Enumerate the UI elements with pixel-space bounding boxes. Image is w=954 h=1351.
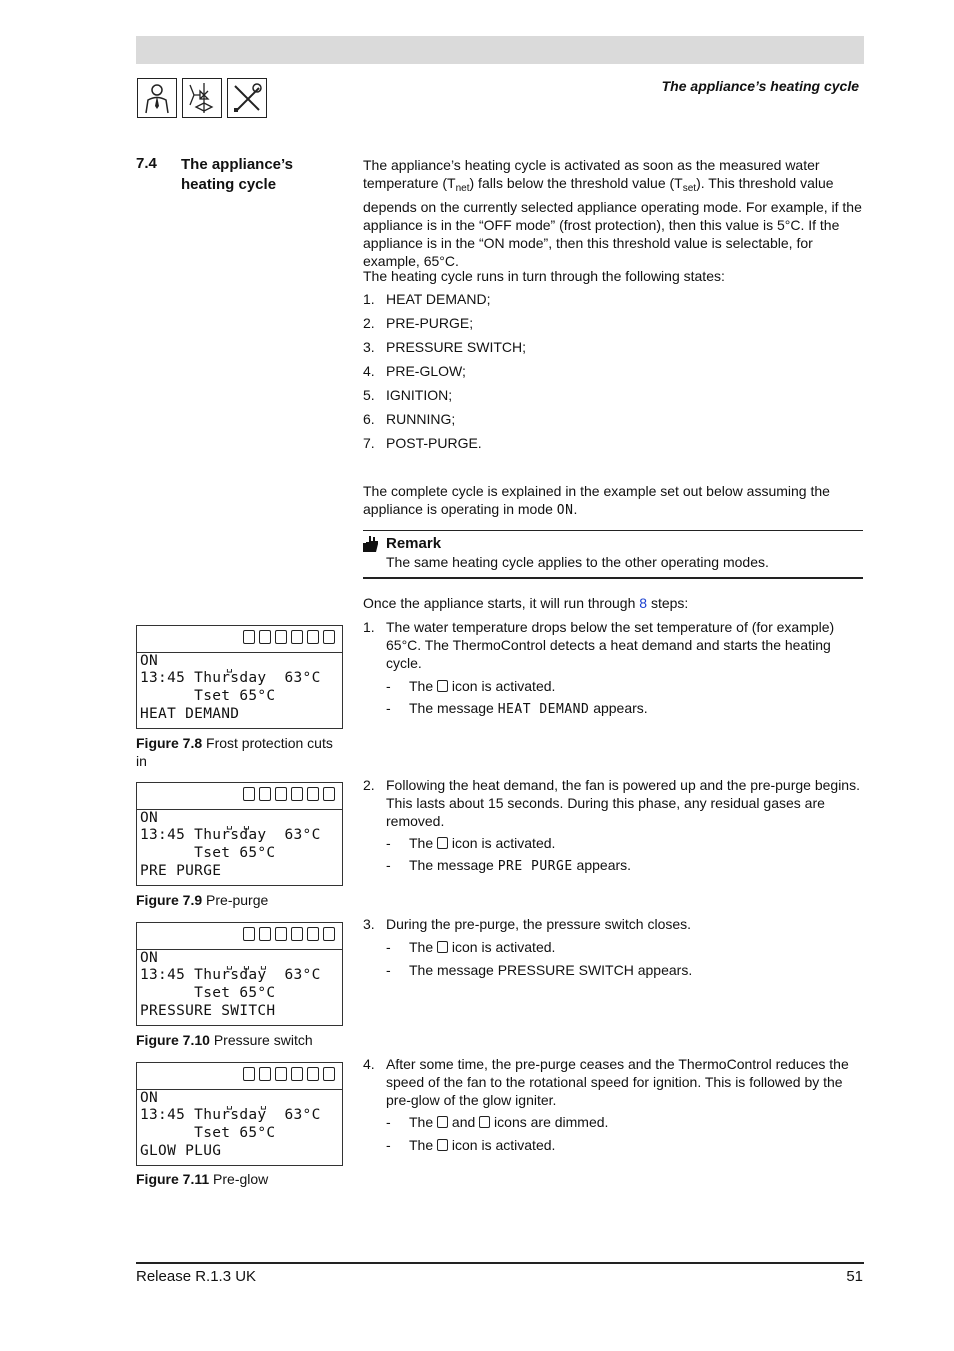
pressure-switch-icon [479,1116,490,1128]
heat-demand-icon [243,630,255,644]
lcd-time-line: 13:45 Thursday 63°C [140,967,321,983]
step-4: 4. After some time, the pre-purge ceases and the ThermoControl reduces the speed of the fan to the rotational speed for ignition. This is followed by the pre-glow of the glow igniter. [363,1056,849,1108]
lcd-marks: ␣ [260,957,267,970]
lcd-status-icons [243,787,335,801]
lcd-display [136,1062,343,1166]
pressure-switch-icon [275,927,287,941]
lcd-mode: ON [140,810,159,826]
step-1-bullet-2: - The message HEAT DEMAND appears. [386,700,648,717]
step-2: 2. Following the heat demand, the fan is powered up and the pre-purge begins. This lasts about 15 seconds. During this phase, any residual gases are removed. [363,777,860,829]
step-1-bullet-1: - The icon is activated. [386,678,556,694]
lcd-status-icons [243,927,335,941]
lcd-mode: ON [140,1090,159,1106]
pressure-switch-icon [275,630,287,644]
lcd-status: PRESSURE SWITCH [140,1003,276,1019]
list-item: 2. PRE-PURGE; [363,315,474,331]
remark-bottom-rule [363,577,863,579]
lcd-tset-line: Tset 65°C [140,985,276,1001]
lcd-status-icons [243,630,335,644]
lcd-marks: ␣ [260,1097,267,1110]
step-3-bullet-2: - The message PRESSURE SWITCH appears. [386,962,693,978]
pump-icon [323,927,335,941]
footer-rule [136,1262,864,1264]
step-4-bullet-2: - The icon is activated. [386,1137,556,1153]
pump-icon [323,1067,335,1081]
steps-intro: Once the appliance starts, it will run through 8 steps: [363,595,689,611]
list-item: 1. HEAT DEMAND; [363,291,491,307]
valve-diagram-icon [182,78,222,118]
section-number: 7.4 [136,155,157,172]
complete-cycle-paragraph: The complete cycle is explained in the example set out below assuming the appliance is operating in mode ON. [363,483,830,518]
lcd-marks: ␣ [226,817,233,830]
glow-plug-icon [291,927,303,941]
figure-caption: Figure 7.11 Pre-glow [136,1171,269,1187]
lcd-tset-line: Tset 65°C [140,1125,276,1141]
pressure-switch-icon [275,787,287,801]
lcd-display [136,625,343,729]
figure-caption: Figure 7.8 Frost protection cuts in [136,735,333,769]
lcd-marks: ␣ [226,1097,233,1110]
lcd-marks: ␣ [243,817,250,830]
user-icon [137,78,177,118]
lcd-status: GLOW PLUG [140,1143,222,1159]
step-count-link[interactable]: 8 [639,595,648,611]
glow-plug-icon [291,787,303,801]
step-1: 1. The water temperature drops below the set temperature of (for example) 65°C. The ThermoControl detects a heat demand and starts the heating cycle. [363,619,835,671]
lcd-marks: ␣ [226,660,233,673]
step-4-bullet-1: - The and icons are dimmed. [386,1114,609,1130]
fan-icon [259,787,271,801]
lcd-mode: ON [140,950,159,966]
remark-text: The same heating cycle applies to the other operating modes. [386,554,769,570]
fan-icon [259,927,271,941]
list-item: 6. RUNNING; [363,411,456,427]
lcd-tset-line: Tset 65°C [140,688,276,704]
lcd-status: PRE PURGE [140,863,222,879]
list-item: 3. PRESSURE SWITCH; [363,339,527,355]
heat-demand-icon [243,927,255,941]
header-icons [137,78,267,118]
step-3: 3. During the pre-purge, the pressure switch closes. [363,916,692,932]
list-item: 7. POST-PURGE. [363,435,482,451]
step-2-bullet-2: - The message PRE PURGE appears. [386,857,632,874]
lcd-time-line: 13:45 Thursday 63°C [140,670,321,686]
fan-icon [437,837,448,849]
fan-icon [437,1116,448,1128]
flame-icon [307,787,319,801]
list-item: 4. PRE-GLOW; [363,363,466,379]
pump-icon [323,630,335,644]
flame-icon [307,927,319,941]
header-bar [136,36,864,64]
remark-title: Remark [386,535,442,552]
running-title: The appliance’s heating cycle [661,78,859,94]
footer-release: Release R.1.3 UK [136,1268,257,1285]
flame-icon [307,1067,319,1081]
glow-plug-icon [291,1067,303,1081]
figure-caption: Figure 7.9 Pre-purge [136,892,269,908]
glow-plug-icon [291,630,303,644]
lcd-mode: ON [140,653,159,669]
step-2-bullet-1: - The icon is activated. [386,835,556,851]
heat-demand-icon [243,1067,255,1081]
section-title: The appliance’s heating cycle [181,156,293,193]
figure-caption: Figure 7.10 Pressure switch [136,1032,313,1048]
lcd-tset-line: Tset 65°C [140,845,276,861]
pressure-switch-icon [437,941,448,953]
pump-icon [323,787,335,801]
remark-hand-icon [363,534,380,559]
page-number: 51 [846,1268,863,1285]
lcd-marks: ␣ [226,957,233,970]
glow-plug-icon [437,1139,448,1151]
lcd-time-line: 13:45 Thursday 63°C [140,827,321,843]
lcd-status: HEAT DEMAND [140,706,240,722]
lcd-display [136,922,343,1026]
heat-demand-icon [243,787,255,801]
heat-demand-icon [437,680,448,692]
tools-icon [227,78,267,118]
intro-states-lead: The heating cycle runs in turn through the following states: [363,268,725,284]
fan-icon [259,630,271,644]
flame-icon [307,630,319,644]
lcd-time-line: 13:45 Thursday 63°C [140,1107,321,1123]
fan-icon [259,1067,271,1081]
lcd-status-icons [243,1067,335,1081]
list-item: 5. IGNITION; [363,387,453,403]
lcd-marks: ␣ [243,957,250,970]
intro-paragraph: The appliance’s heating cycle is activated as soon as the measured water temperature $(T_{net})$ falls below the threshold value $(T_{set})$. This threshold value depends on the currently selected appliance operating mode. For example, if the appliance is in the “OFF mode” (frost protection), then this value is 5°C. If the appliance is in the “ON mode”, then this threshold value is selectable, for example, 65°C. [363,157,862,269]
step-3-bullet-1: - The icon is activated. [386,939,556,955]
lcd-display [136,782,343,886]
remark-top-rule [363,530,863,531]
pressure-switch-icon [275,1067,287,1081]
